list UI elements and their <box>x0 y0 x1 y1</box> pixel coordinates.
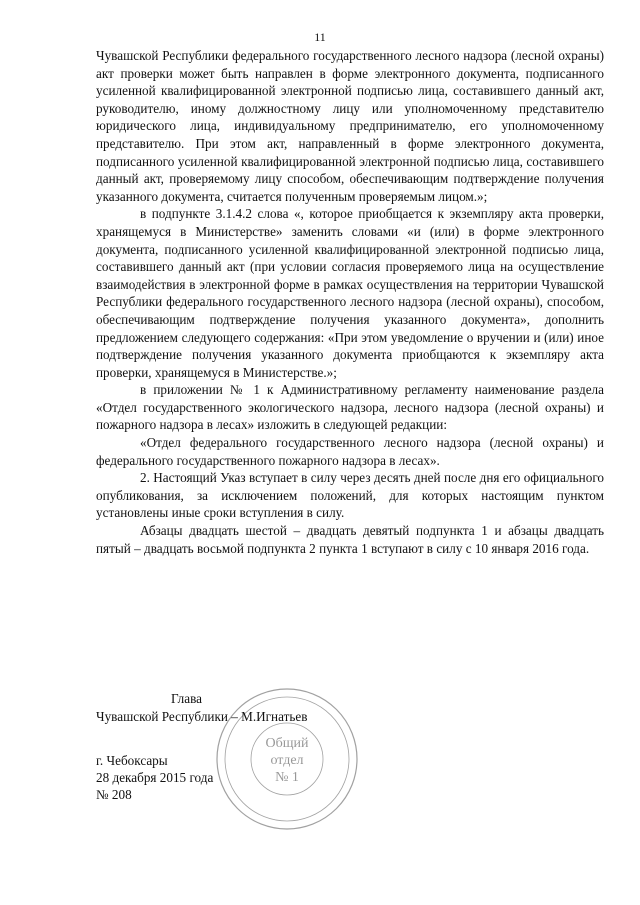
signature-city: г. Чебоксары <box>96 753 168 768</box>
paragraph: в подпункте 3.1.4.2 слова «, которое приобщается к экземпляру акта проверки, хранящемуся в Министерстве» заменить словами «и (или) в форме электронного документа, подписанного усиленной квалифицированной электронной подписью лица, составившего данный акт (при условии согласия проверяемого лица на осуществление взаимодействия в электронной форме в рамках осуществления на территории Чувашской Республики федерального государственного лесного надзора (лесной охраны), способом, обеспечивающим подтверждение получения указанного документа», дополнить предложением следующего содержания: «При этом уведомление о вручении и (или) иное подтверждение получения указанного документа приобщаются к экземпляру акта проверки, хранящемуся в Министерстве.»; <box>96 206 604 380</box>
official-stamp <box>212 684 362 834</box>
paragraph: в приложении № 1 к Административному регламенту наименование раздела «Отдел государственного экологического надзора, лесного надзора (лесной охраны) и пожарного надзора в лесах» изложить в следующей редакции: <box>96 382 604 433</box>
document-body <box>96 47 604 557</box>
signature-title: Глава <box>171 691 202 706</box>
signature-date: 28 декабря 2015 года <box>96 770 214 785</box>
signature-name: Чувашской Республики – М.Игнатьев <box>96 709 308 724</box>
page-number: 11 <box>314 30 326 44</box>
stamp-line-1: Общий <box>265 736 309 751</box>
paragraph: «Отдел федерального государственного лесного надзора (лесной охраны) и федерального государственного пожарного надзора в лесах». <box>96 435 604 468</box>
paragraph: Чувашской Республики федерального государственного лесного надзора (лесной охраны) акт проверки может быть направлен в форме электронного документа, подписанного усиленной квалифицированной электронной подписью лица, составившего данный акт, руководителю, иному должностному лицу или уполномоченному представителю юридического лица, индивидуальному предпринимателю, его уполномоченному представителю. При этом акт, направленный в форме электронного документа, подписанного усиленной квалифицированной электронной подписью лица, составившего данный акт, проверяемому лицу способом, обеспечивающим подтверждение получения указанного документа, считается полученным проверяемым лицом.»; <box>96 48 604 204</box>
stamp-line-3: № 1 <box>275 770 299 785</box>
stamp-line-2: отдел <box>270 753 304 768</box>
paragraph: Абзацы двадцать шестой – двадцать девятый подпункта 1 и абзацы двадцать пятый – двадцать восьмой подпункта 2 пункта 1 вступают в силу с 10 января 2016 года. <box>96 523 604 556</box>
document-number: № 208 <box>96 787 132 802</box>
paragraph: 2. Настоящий Указ вступает в силу через десять дней после дня его официального опубликования, за исключением положений, для которых настоящим пунктом установлены иные сроки вступления в силу. <box>96 470 604 521</box>
